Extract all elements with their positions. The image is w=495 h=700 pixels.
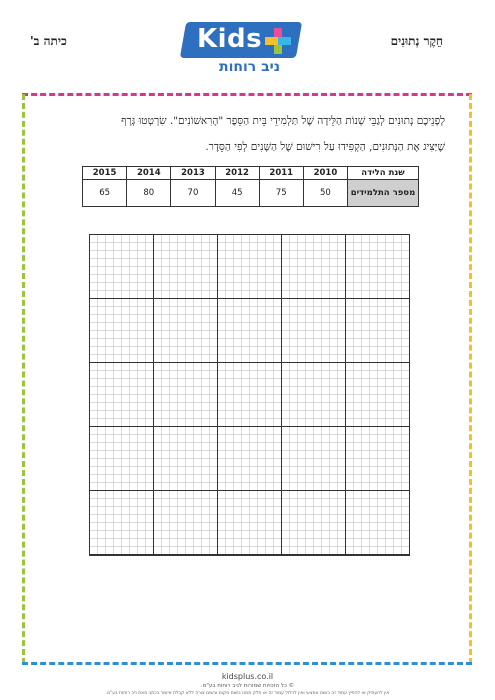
copyright-notice: © כל הזכויות שמורות לניב רוחות בע"מ. bbox=[200, 683, 295, 689]
count-cell: 65 bbox=[83, 180, 127, 207]
legal-notice: אין להעתיק או להפיץ עמוד זה בשום אמצעי ואין לכלול עמוד זה או חלק ממנו בשום מקום ובשום צורה ללא קבלת אישור בכתב מאת ניב רוחות בע"מ. bbox=[105, 691, 390, 696]
count-cell: 70 bbox=[171, 180, 215, 207]
data-table bbox=[82, 166, 419, 207]
year-cell: 2014 bbox=[127, 167, 171, 180]
count-cell: 50 bbox=[303, 180, 347, 207]
count-cell: 45 bbox=[215, 180, 259, 207]
frame-right-border bbox=[469, 94, 472, 664]
year-cell: 2010 bbox=[303, 167, 347, 180]
count-cell: 80 bbox=[127, 180, 171, 207]
table-row-years bbox=[83, 167, 419, 180]
logo-text: Kids bbox=[197, 24, 263, 54]
instruction-line-1: לְפָנֵיכֶם נְתוּנִים לְגַבֵּי שְׁנוֹת הַלֵּידָה שֶׁל תַּלְמִידֵי בֵּית הַסֵּפֶר "הָרִאשׁוֹנִים". שִׂרְטְטוּ גְּרָף bbox=[121, 115, 445, 127]
frame-left-border bbox=[22, 94, 25, 664]
instructions bbox=[50, 108, 445, 160]
count-cell: 75 bbox=[259, 180, 303, 207]
table-row-counts bbox=[83, 180, 419, 207]
frame-bottom-border bbox=[22, 662, 472, 665]
year-cell: 2015 bbox=[83, 167, 127, 180]
year-cell: 2013 bbox=[171, 167, 215, 180]
instruction-line-2: שֶׁיַּצִּיג אֶת הַנְּתוּנִים, הַקְפִּידוּ עַל רִישׁוּם שֶׁל הַשָּׁנִים לְפִי הַסֵּדֶר. bbox=[205, 141, 445, 153]
row-header-year: שנת הלידה bbox=[348, 167, 419, 180]
plus-icon bbox=[265, 28, 291, 54]
graph-grid[interactable] bbox=[89, 234, 410, 556]
year-cell: 2012 bbox=[215, 167, 259, 180]
worksheet-title: חֵקֶר נְתוּנִים bbox=[390, 34, 443, 48]
logo-subtitle: ניב רוחות bbox=[219, 59, 281, 75]
site-url[interactable]: kidsplus.co.il bbox=[221, 672, 274, 681]
row-header-count: מספר התלמידים bbox=[348, 180, 419, 207]
grade-label: כיתה ב' bbox=[30, 34, 67, 48]
frame-top-border bbox=[22, 93, 472, 96]
year-cell: 2011 bbox=[259, 167, 303, 180]
kids-plus-logo bbox=[183, 22, 303, 80]
